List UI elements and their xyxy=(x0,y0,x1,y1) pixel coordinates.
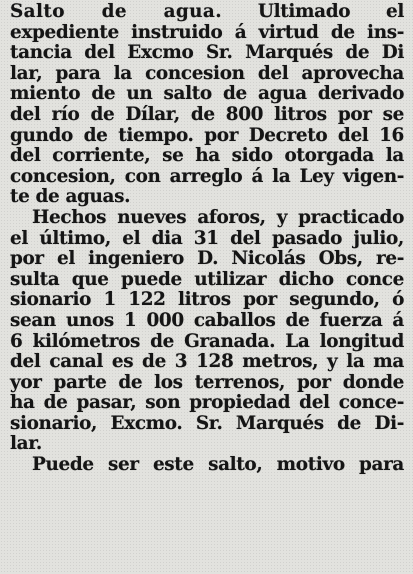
paragraph-1-line-5: miento de un salto de agua derivado xyxy=(10,83,404,105)
paragraph-1-line-8: del corriente, se ha sido otorgada la xyxy=(10,145,404,167)
paragraph-2-line-11: sionario, Excmo. Sr. Marqués de Di- xyxy=(10,412,404,434)
paragraph-1-line-6: del río de Dílar, de 800 litros por se xyxy=(10,103,404,125)
paragraph-1-line-1-text: Ultimado el xyxy=(222,1,404,22)
paragraph-2-line-12: lar. xyxy=(10,433,42,455)
paragraph-1-line-4: lar, para la concesion del aprovecha xyxy=(10,62,404,84)
paragraph-2-line-10: ha de pasar, son propiedad del conce- xyxy=(10,392,404,414)
paragraph-2-line-1: Hechos nueves aforos, y practicado xyxy=(32,206,404,228)
paragraph-2-line-4: sulta que puede utilizar dicho conce xyxy=(10,268,404,290)
newspaper-column xyxy=(10,2,404,476)
paragraph-1-line-1 xyxy=(10,2,404,23)
paragraph-1-line-2: expediente instruido á virtud de ins- xyxy=(10,21,404,43)
paragraph-1-line-10: te de aguas. xyxy=(10,186,131,208)
paragraph-1-line-9: concesion, con arreglo á la Ley vigen- xyxy=(10,165,404,187)
article-heading: Salto de agua. xyxy=(10,1,223,22)
paragraph-2-line-3: por el ingeniero D. Nicolás Obs, re- xyxy=(10,248,404,270)
paragraph-3 xyxy=(10,455,404,476)
paragraph-2-line-5: sionario 1 122 litros por segundo, ó xyxy=(10,289,404,311)
paragraph-1-line-3: tancia del Excmo Sr. Marqués de Di xyxy=(10,42,404,64)
paragraph-2-line-6: sean unos 1 000 caballos de fuerza á xyxy=(10,309,404,331)
paragraph-1-line-7: gundo de tiempo. por Decreto del 16 xyxy=(10,124,404,146)
paragraph-2-line-7: 6 kilómetros de Granada. La longitud xyxy=(10,330,404,352)
paragraph-2-line-8: del canal es de 3 128 metros, y la ma xyxy=(10,351,404,373)
paragraph-2-line-9: yor parte de los terrenos, por donde xyxy=(10,371,404,393)
paragraph-1 xyxy=(10,2,404,208)
paragraph-2-line-2: el último, el dia 31 del pasado julio, xyxy=(10,227,404,249)
paragraph-3-line-1: Puede ser este salto, motivo para xyxy=(32,454,404,476)
paragraph-2 xyxy=(10,208,404,455)
